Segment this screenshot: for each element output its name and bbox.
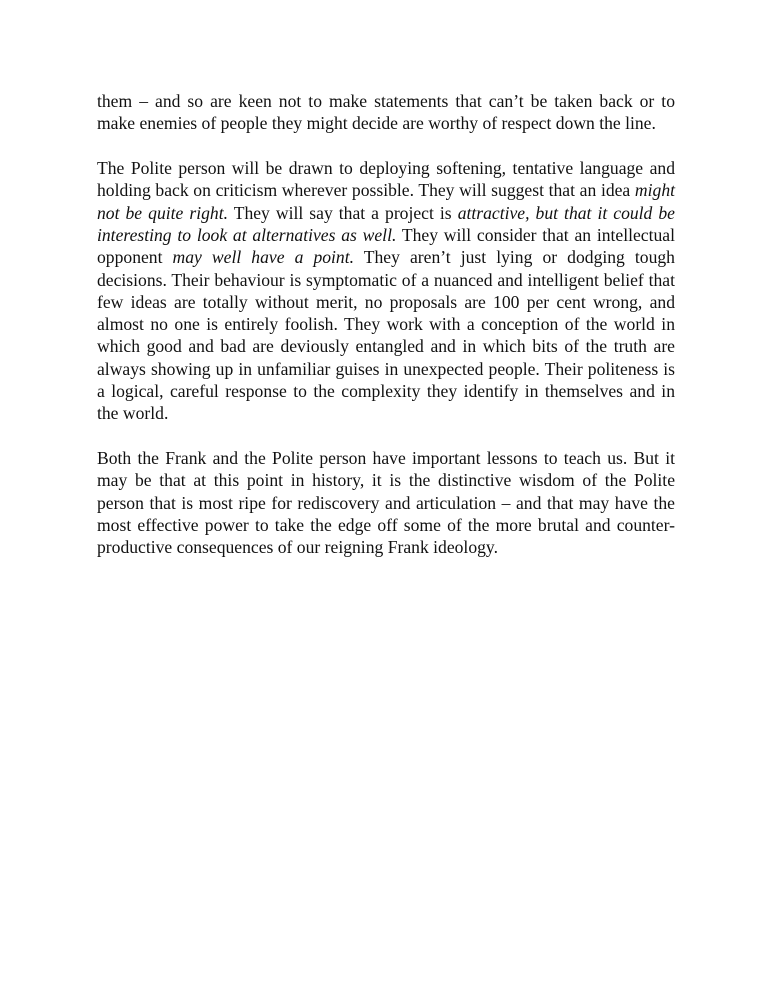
paragraph-1-text: them – and so are keen not to make statements that can’t be taken back or to make enemies of people they might decide are worthy of respect down the line. [97,91,675,134]
paragraph-2-text: The Polite person will be drawn to deploying softening, tentative language and holding back on criticism wherever possible. They will suggest that an idea [97,158,675,201]
paragraph-2-text: They aren’t just lying or dodging tough decisions. Their behaviour is symptomatic of a nuanced and intelligent belief that few ideas are totally without merit, no proposals are 100 per cent wrong, and almost no one is entirely foolish. They work with a conception of the world in which good and bad are deviously entangled and in which bits of the truth are always showing up in unfamiliar guises in unexpected people. Their politeness is a logical, careful response to the complexity they identify in themselves and in the world. [97,247,675,424]
paragraph-2-italic-phrase: might not be quite right. [97,180,675,223]
paragraph-2-italic-phrase: may well have a point. [172,247,355,268]
paragraph-2-italic-phrase: attractive, but that it could be interesting to look at alternatives as well. [97,202,675,245]
paragraph-1 [97,90,675,135]
paragraph-2 [97,157,675,425]
paragraph-2-text: They will say that a project is [227,202,458,223]
paragraph-3 [97,447,675,558]
paragraph-2-text: They will consider that an intellectual opponent [97,224,675,268]
body-text [97,90,675,581]
paragraph-3-text: Both the Frank and the Polite person have important lessons to teach us. But it may be that at this point in history, it is the distinctive wisdom of the Polite person that is most ripe for rediscovery and articulation – and that may have the most effective power to take the edge off some of the more brutal and counter-productive consequences of our reigning Frank ideology. [97,448,675,558]
